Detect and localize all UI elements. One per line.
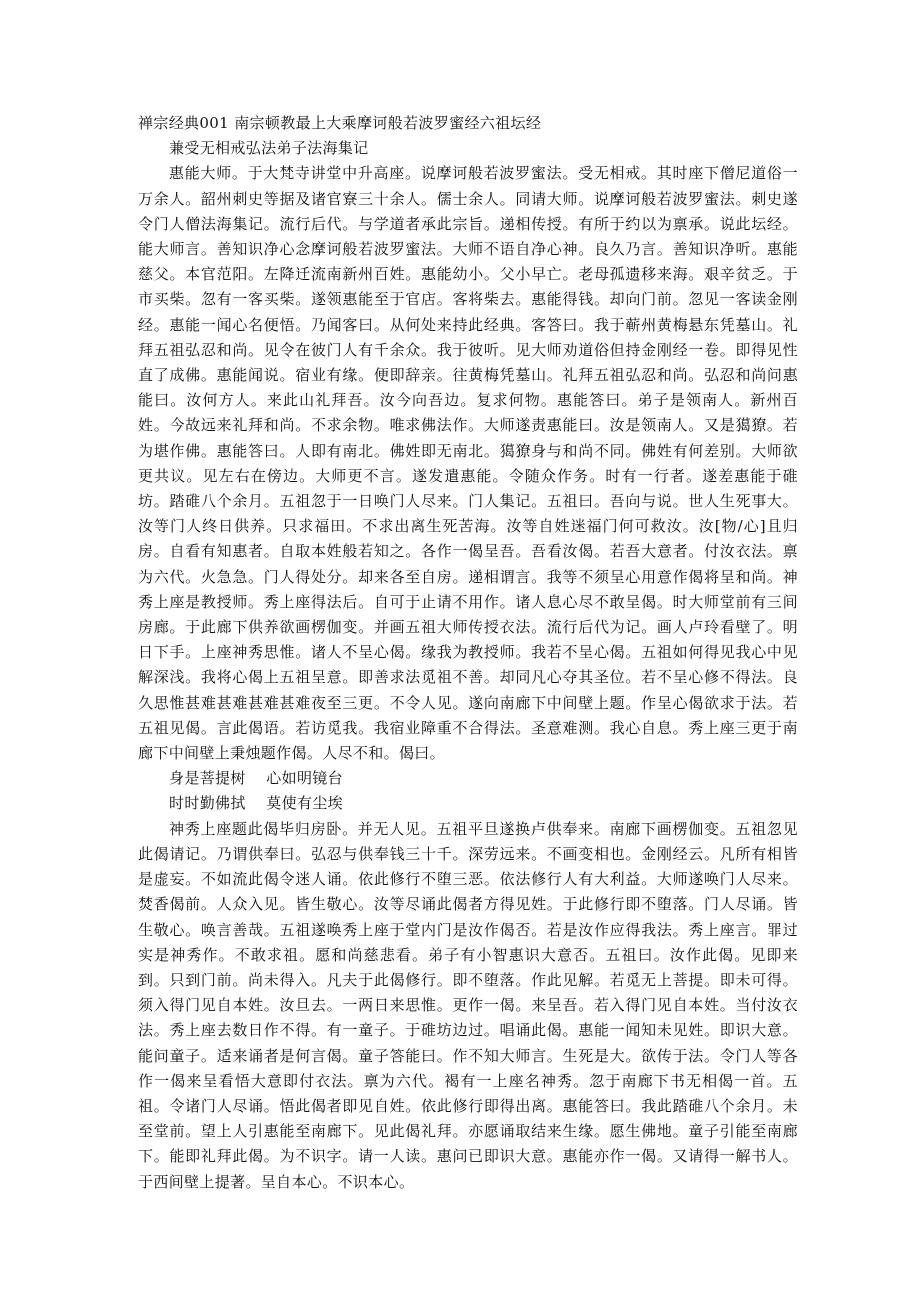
verse-phrase: 莫使有尘埃 bbox=[266, 794, 344, 813]
document-title: 禅宗经典001 南宗顿教最上大乘摩诃般若波罗蜜经六祖坛经 bbox=[138, 114, 542, 132]
verse-phrase: 身是菩提树 bbox=[169, 769, 246, 788]
verse-phrase: 心如明镜台 bbox=[266, 769, 344, 788]
verse-phrase: 时时勤佛拭 bbox=[169, 794, 246, 813]
document-page bbox=[138, 111, 798, 1195]
verse-line bbox=[138, 766, 798, 791]
body-paragraph: 惠能大师。于大梵寺讲堂中升高座。说摩诃般若波罗蜜法。受无相戒。其时座下僧尼道俗一万余人。韶州刺史等据及诸官寮三十余人。儒士余人。同请大师。说摩诃般若波罗蜜法。刺史遂令门人僧法海集记。流行后代。与学道者承此宗旨。递相传授。有所于约以为禀承。说此坛经。能大师言。善知识净心念摩诃般若波罗蜜法。大师不语自净心神。良久乃言。善知识净听。惠能慈父。本官范阳。左降迁流南新州百姓。惠能幼小。父小早亡。老母孤遗移来海。艰辛贫乏。于市买柴。忽有一客买柴。遂领惠能至于官店。客将柴去。惠能得钱。却向门前。忽见一客读金刚经。惠能一闻心名便悟。乃闻客曰。从何处来持此经典。客答曰。我于蕲州黄梅悬东凭墓山。礼拜五祖弘忍和尚。见令在彼门人有千余众。我于彼听。见大师劝道俗但持金刚经一卷。即得见性直了成佛。惠能闻说。宿业有缘。便即辞亲。往黄梅凭墓山。礼拜五祖弘忍和尚。弘忍和尚问惠能曰。汝何方人。来此山礼拜吾。汝今向吾边。复求何物。惠能答曰。弟子是领南人。新州百姓。今故远来礼拜和尚。不求余物。唯求佛法作。大师遂责惠能曰。汝是领南人。又是獦獠。若为堪作佛。惠能答曰。人即有南北。佛姓即无南北。獦獠身与和尚不同。佛姓有何差别。大师欲更共议。见左右在傍边。大师更不言。遂发遣惠能。令随众作务。时有一行者。遂差惠能于碓坊。踏碓八个余月。五祖忽于一日唤门人尽来。门人集记。五祖曰。吾向与说。世人生死事大。汝等门人终日供养。只求福田。不求出离生死苦海。汝等自姓迷福门何可救汝。汝[物/心]且归房。自看有知惠者。自取本姓般若知之。各作一偈呈吾。吾看汝偈。若吾大意者。付汝衣法。禀为六代。火急急。门人得处分。却来各至自房。递相谓言。我等不须呈心用意作偈将呈和尚。神秀上座是教授师。秀上座得法后。自可于止请不用作。诸人息心尽不敢呈偈。时大师堂前有三间房廊。于此廊下供养欲画楞伽变。并画五祖大师传授衣法。流行后代为记。画人卢玲看壁了。明日下手。上座神秀思惟。诸人不呈心偈。缘我为教授师。我若不呈心偈。五祖如何得见我心中见解深浅。我将心偈上五祖呈意。即善求法觅祖不善。却同凡心夺其圣位。若不呈心修不得法。良久思惟甚难甚难甚难甚难夜至三更。不令人见。遂向南廊下中间壁上题。作呈心偈欲求于法。若五祖见偈。言此偈语。若访觅我。我宿业障重不合得法。圣意难测。我心自息。秀上座三更于南廊下中间壁上秉烛题作偈。人尽不和。偈曰。 bbox=[138, 164, 798, 763]
verse-line bbox=[138, 791, 798, 816]
document-subtitle: 兼受无相戒弘法弟子法海集记 bbox=[169, 139, 369, 158]
body-paragraph: 神秀上座题此偈毕归房卧。并无人见。五祖平旦遂换卢供奉来。南廊下画楞伽变。五祖忽见此偈请记。乃谓供奉曰。弘忍与供奉钱三十千。深劳远来。不画变相也。金刚经云。凡所有相皆是虚妄。不如流此偈令迷人诵。依此修行不堕三恶。依法修行人有大利益。大师遂唤门人尽来。焚香偈前。人众入见。皆生敬心。汝等尽诵此偈者方得见姓。于此修行即不堕落。门人尽诵。皆生敬心。唤言善哉。五祖遂唤秀上座于堂内门是汝作偈否。若是汝作应得我法。秀上座言。罪过实是神秀作。不敢求祖。愿和尚慈悲看。弟子有小智惠识大意否。五祖曰。汝作此偈。见即来到。只到门前。尚未得入。凡夫于此偈修行。即不堕落。作此见解。若觅无上菩提。即未可得。须入得门见自本姓。汝旦去。一两日来思惟。更作一偈。来呈吾。若入得门见自本姓。当付汝衣法。秀上座去数日作不得。有一童子。于碓坊边过。唱诵此偈。惠能一闻知未见姓。即识大意。能问童子。适来诵者是何言偈。童子答能曰。作不知大师言。生死是大。欲传于法。令门人等各作一偈来呈看悟大意即付衣法。禀为六代。褐有一上座名神秀。忽于南廊下书无相偈一首。五祖。令诸门人尽诵。悟此偈者即见自姓。依此修行即得出离。惠能答曰。我此踏碓八个余月。未至堂前。望上人引惠能至南廊下。见此偈礼拜。亦愿诵取结来生缘。愿生佛地。童子引能至南廊下。能即礼拜此偈。为不识字。请一人读。惠问已即识大意。惠能亦作一偈。又请得一解书人。于西间壁上提著。呈自本心。不识本心。 bbox=[138, 819, 798, 1191]
